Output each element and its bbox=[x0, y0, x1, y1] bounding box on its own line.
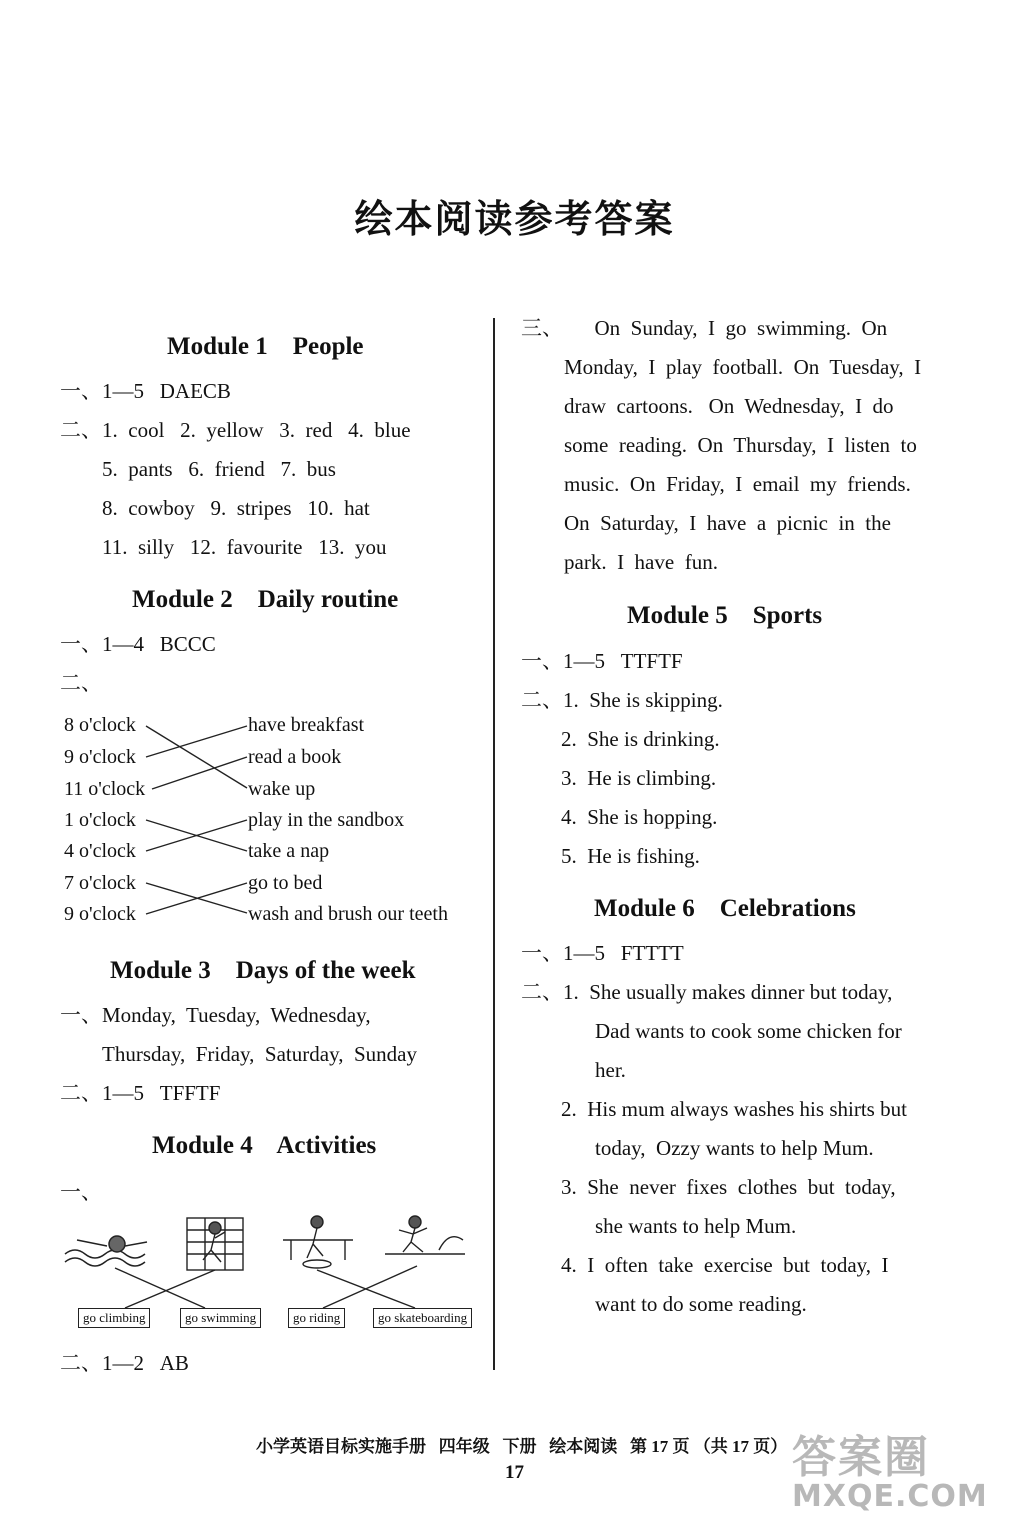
m4-passage-line: 三、 On Sunday, I go swimming. On bbox=[521, 316, 888, 340]
m1-line-3: 5. pants 6. friend 7. bus bbox=[102, 457, 336, 481]
match-line bbox=[146, 726, 247, 788]
time-label: 7 o'clock bbox=[64, 872, 136, 894]
m2-line-2: 二、 bbox=[60, 671, 102, 695]
m4-passage-line: Monday, I play football. On Tuesday, I bbox=[564, 355, 922, 379]
watermark-main: 答案圈 bbox=[792, 1432, 930, 1483]
footer-text: 小学英语目标实施手册 四年级 下册 绘本阅读 第 17 页 （共 17 页） bbox=[256, 1437, 788, 1456]
skateboarder-picture bbox=[385, 1216, 465, 1254]
m6-line: her. bbox=[595, 1058, 626, 1082]
watermark-logo bbox=[792, 1432, 1016, 1536]
m1-line-5: 11. silly 12. favourite 13. you bbox=[102, 535, 387, 559]
label-go-swimming: go swimming bbox=[180, 1308, 261, 1328]
swimmer-picture bbox=[65, 1236, 147, 1266]
time-label: 11 o'clock bbox=[64, 778, 146, 800]
m1-line-2: 二、1. cool 2. yellow 3. red 4. blue bbox=[60, 418, 411, 442]
m6-line: 二、1. She usually makes dinner but today, bbox=[521, 980, 893, 1004]
m4-line-1: 一、 bbox=[60, 1180, 102, 1204]
m5-line: 一、1—5 TTFTF bbox=[521, 649, 683, 673]
m6-line: want to do some reading. bbox=[595, 1292, 807, 1316]
m4-passage-line: On Saturday, I have a picnic in the bbox=[564, 511, 891, 535]
m6-line: 一、1—5 FTTTT bbox=[521, 941, 684, 965]
match-line bbox=[146, 726, 247, 757]
m3-line-3: 二、1—5 TFFTF bbox=[60, 1081, 221, 1105]
m1-line-1: 一、1—5 DAECB bbox=[60, 379, 231, 403]
m5-line: 5. He is fishing. bbox=[561, 844, 700, 868]
rider-picture bbox=[283, 1216, 353, 1268]
m6-line: 3. She never fixes clothes but today, bbox=[561, 1175, 896, 1199]
watermark-sub: MXQE.COM bbox=[792, 1479, 988, 1514]
time-label: 1 o'clock bbox=[64, 809, 136, 831]
m6-line: she wants to help Mum. bbox=[595, 1214, 797, 1238]
activity-match-lines bbox=[115, 1266, 417, 1308]
time-label: 9 o'clock bbox=[64, 903, 136, 925]
m4-passage-line: some reading. On Thursday, I listen to bbox=[564, 433, 917, 457]
label-go-riding: go riding bbox=[288, 1308, 345, 1328]
page-title: 绘本阅读参考答案 bbox=[354, 197, 675, 241]
m1-line-4: 8. cowboy 9. stripes 10. hat bbox=[102, 496, 370, 520]
module-3-heading: Module 3 Days of the week bbox=[110, 957, 416, 984]
m6-line: 4. I often take exercise but today, I bbox=[561, 1253, 889, 1277]
module-2-heading: Module 2 Daily routine bbox=[132, 586, 399, 613]
module-5-heading: Module 5 Sports bbox=[627, 602, 823, 629]
page-number: 17 bbox=[505, 1462, 524, 1483]
module-1-heading: Module 1 People bbox=[167, 333, 364, 360]
module-6-heading: Module 6 Celebrations bbox=[594, 895, 856, 922]
activity-label: wash and brush our teeth bbox=[248, 903, 448, 925]
m5-line: 2. She is drinking. bbox=[561, 727, 720, 751]
m4-passage-line: park. I have fun. bbox=[564, 550, 718, 574]
match-line bbox=[152, 757, 247, 789]
m5-line: 4. She is hopping. bbox=[561, 805, 718, 829]
activity-label: take a nap bbox=[248, 840, 330, 862]
m4-line-2: 二、1—2 AB bbox=[60, 1351, 189, 1375]
label-go-climbing: go climbing bbox=[78, 1308, 150, 1328]
time-label: 9 o'clock bbox=[64, 746, 136, 768]
activity-label: play in the sandbox bbox=[248, 809, 405, 831]
m4-passage-line: draw cartoons. On Wednesday, I do bbox=[564, 394, 894, 418]
m6-line: Dad wants to cook some chicken for bbox=[595, 1019, 902, 1043]
m5-line: 3. He is climbing. bbox=[561, 766, 717, 790]
activity-label: go to bed bbox=[248, 872, 323, 894]
m5-line: 二、1. She is skipping. bbox=[521, 688, 723, 712]
activity-label: wake up bbox=[248, 778, 316, 800]
activity-label: read a book bbox=[248, 746, 342, 768]
m6-line: 2. His mum always washes his shirts but bbox=[561, 1097, 907, 1121]
m2-line-1: 一、1—4 BCCC bbox=[60, 632, 216, 656]
climber-picture bbox=[187, 1218, 243, 1270]
time-label: 4 o'clock bbox=[64, 840, 136, 862]
m3-line-2: Thursday, Friday, Saturday, Sunday bbox=[102, 1042, 417, 1066]
m3-line-1: 一、Monday, Tuesday, Wednesday, bbox=[60, 1003, 371, 1027]
activity-label: have breakfast bbox=[248, 714, 365, 736]
time-label: 8 o'clock bbox=[64, 714, 136, 736]
matching-lines bbox=[0, 0, 500, 940]
label-go-skateboarding: go skateboarding bbox=[373, 1308, 472, 1328]
module-4-heading: Module 4 Activities bbox=[152, 1132, 377, 1159]
m4-passage-line: music. On Friday, I email my friends. bbox=[564, 472, 911, 496]
m6-line: today, Ozzy wants to help Mum. bbox=[595, 1136, 874, 1160]
